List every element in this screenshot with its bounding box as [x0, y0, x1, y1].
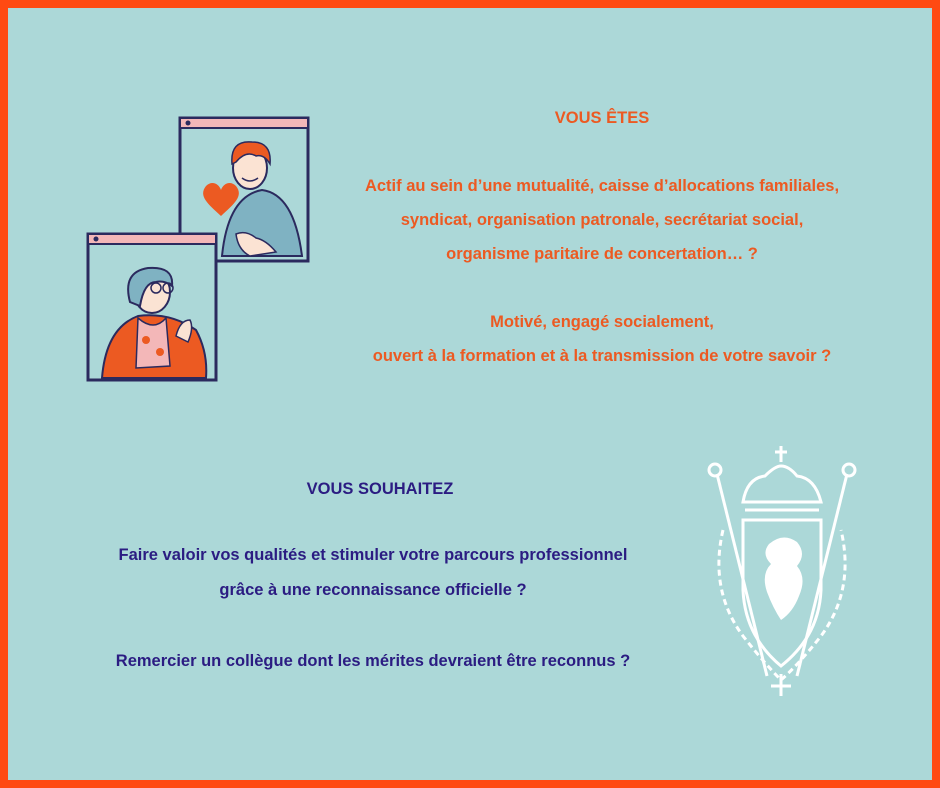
- etes-line-5: ouvert à la formation et à la transmission de votre savoir ?: [372, 347, 832, 365]
- etes-heading: VOUS ÊTES: [554, 109, 650, 127]
- souhaitez-line-1: Faire valoir vos qualités et stimuler votre parcours professionnel: [118, 546, 628, 564]
- etes-line-1: Actif au sein d’une mutualité, caisse d’allocations familiales,: [364, 177, 840, 195]
- royal-coat-of-arms-emblem-icon: [703, 440, 863, 700]
- souhaitez-heading: VOUS SOUHAITEZ: [306, 480, 454, 498]
- etes-line-2: syndicat, organisation patronale, secrétariat social,: [400, 211, 804, 229]
- etes-line-3: organisme paritaire de concertation… ?: [446, 245, 758, 263]
- souhaitez-line-3: Remercier un collègue dont les mérites devraient être reconnus ?: [115, 652, 631, 670]
- souhaitez-line-2: grâce à une reconnaissance officielle ?: [219, 581, 527, 599]
- video-call-illustration-icon: [80, 106, 316, 388]
- etes-line-4: Motivé, engagé socialement,: [490, 313, 714, 331]
